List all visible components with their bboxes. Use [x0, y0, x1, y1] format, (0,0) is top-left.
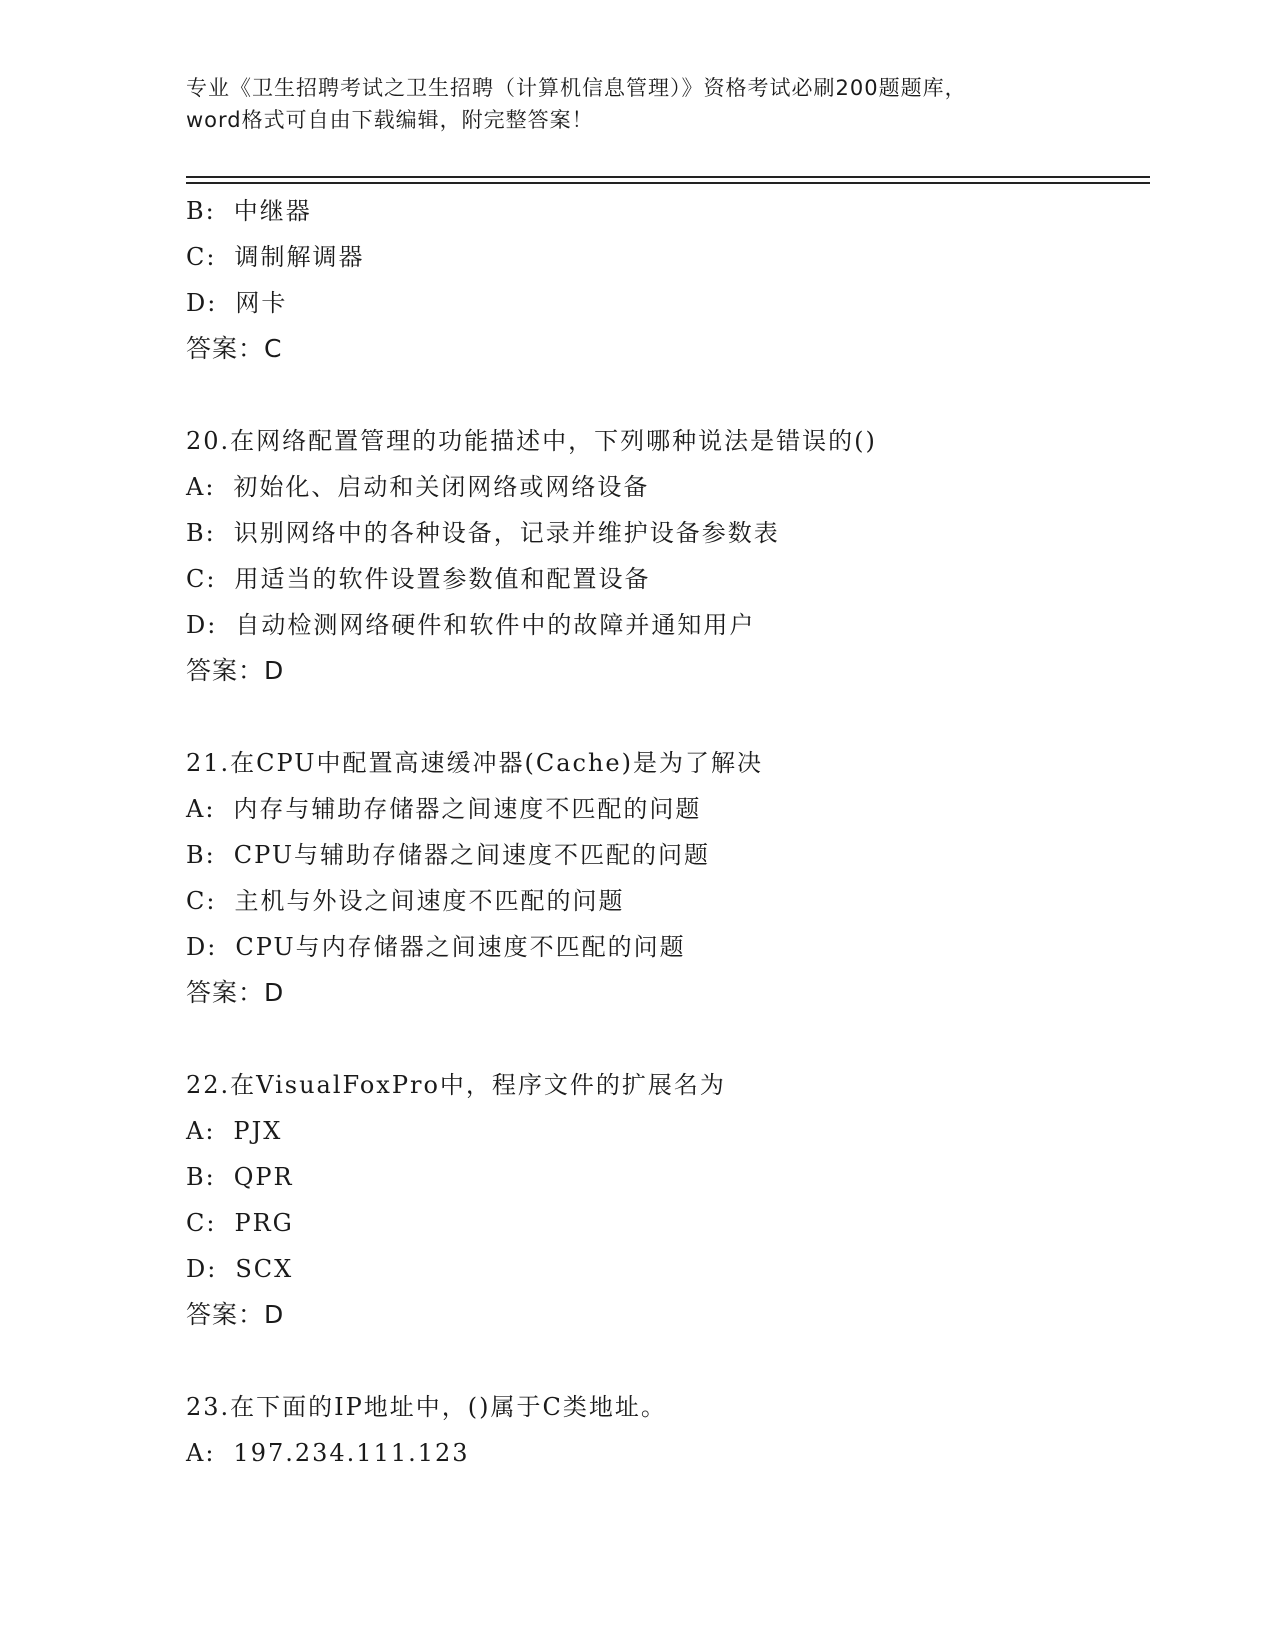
question-stem: 22.在VisualFoxPro中，程序文件的扩展名为	[186, 1071, 726, 1099]
option-row	[186, 1200, 1150, 1246]
option-label: C:	[186, 565, 217, 593]
option-row	[186, 1108, 1150, 1154]
option-label: B:	[186, 841, 216, 869]
option-label: C:	[186, 243, 217, 271]
option-row	[186, 1430, 1150, 1476]
spacer	[186, 1016, 1150, 1062]
header-line-2: word格式可自由下载编辑，附完整答案！	[186, 108, 594, 132]
question-stem: 23.在下面的IP地址中，()属于C类地址。	[186, 1393, 667, 1421]
spacer	[186, 1338, 1150, 1384]
option-row	[186, 1154, 1150, 1200]
option-row	[186, 464, 1150, 510]
document-header	[186, 72, 1086, 136]
option-text: 197.234.111.123	[233, 1439, 470, 1467]
answer-line: 答案：D	[186, 978, 285, 1007]
option-label: A:	[186, 795, 216, 823]
spacer	[186, 694, 1150, 740]
option-text: 主机与外设之间速度不匹配的问题	[234, 887, 625, 915]
header-rule-bottom	[186, 182, 1150, 184]
option-text: SCX	[235, 1255, 294, 1283]
option-text: 调制解调器	[234, 243, 365, 271]
option-text: CPU与内存储器之间速度不匹配的问题	[235, 933, 686, 961]
option-row	[186, 234, 1150, 280]
option-label: D:	[186, 289, 218, 317]
option-label: A:	[186, 473, 216, 501]
option-label: D:	[186, 611, 218, 639]
answer-line: 答案：D	[186, 1300, 285, 1329]
option-text: 初始化、启动和关闭网络或网络设备	[233, 473, 650, 501]
option-label: B:	[186, 197, 216, 225]
option-text: 网卡	[235, 289, 288, 317]
option-row	[186, 188, 1150, 234]
answer-line: 答案：D	[186, 656, 285, 685]
option-label: A:	[186, 1117, 216, 1145]
option-text: 内存与辅助存储器之间速度不匹配的问题	[233, 795, 702, 823]
option-text: PRG	[234, 1209, 294, 1237]
answer-line: 答案：C	[186, 334, 283, 363]
option-row	[186, 510, 1150, 556]
option-row	[186, 556, 1150, 602]
option-label: B:	[186, 1163, 216, 1191]
option-label: C:	[186, 1209, 217, 1237]
option-label: C:	[186, 887, 217, 915]
question-stem: 20.在网络配置管理的功能描述中，下列哪种说法是错误的()	[186, 427, 877, 455]
option-row	[186, 1246, 1150, 1292]
option-row	[186, 832, 1150, 878]
option-label: D:	[186, 933, 218, 961]
question-list	[186, 188, 1150, 1476]
spacer	[186, 372, 1150, 418]
header-rule-top	[186, 176, 1150, 178]
option-text: PJX	[233, 1117, 283, 1145]
option-label: B:	[186, 519, 216, 547]
option-text: 用适当的软件设置参数值和配置设备	[234, 565, 651, 593]
option-text: 中继器	[233, 197, 312, 225]
option-label: D:	[186, 1255, 218, 1283]
option-row	[186, 602, 1150, 648]
option-row	[186, 786, 1150, 832]
option-row	[186, 280, 1150, 326]
option-row	[186, 878, 1150, 924]
option-text: 自动检测网络硬件和软件中的故障并通知用户	[235, 611, 756, 639]
option-text: 识别网络中的各种设备，记录并维护设备参数表	[233, 519, 780, 547]
header-line-1: 专业《卫生招聘考试之卫生招聘（计算机信息管理）》资格考试必刷200题题库，	[186, 76, 967, 100]
option-row	[186, 924, 1150, 970]
option-label: A:	[186, 1439, 216, 1467]
option-text: CPU与辅助存储器之间速度不匹配的问题	[233, 841, 711, 869]
option-text: QPR	[233, 1163, 294, 1191]
question-stem: 21.在CPU中配置高速缓冲器(Cache)是为了解决	[186, 749, 763, 777]
